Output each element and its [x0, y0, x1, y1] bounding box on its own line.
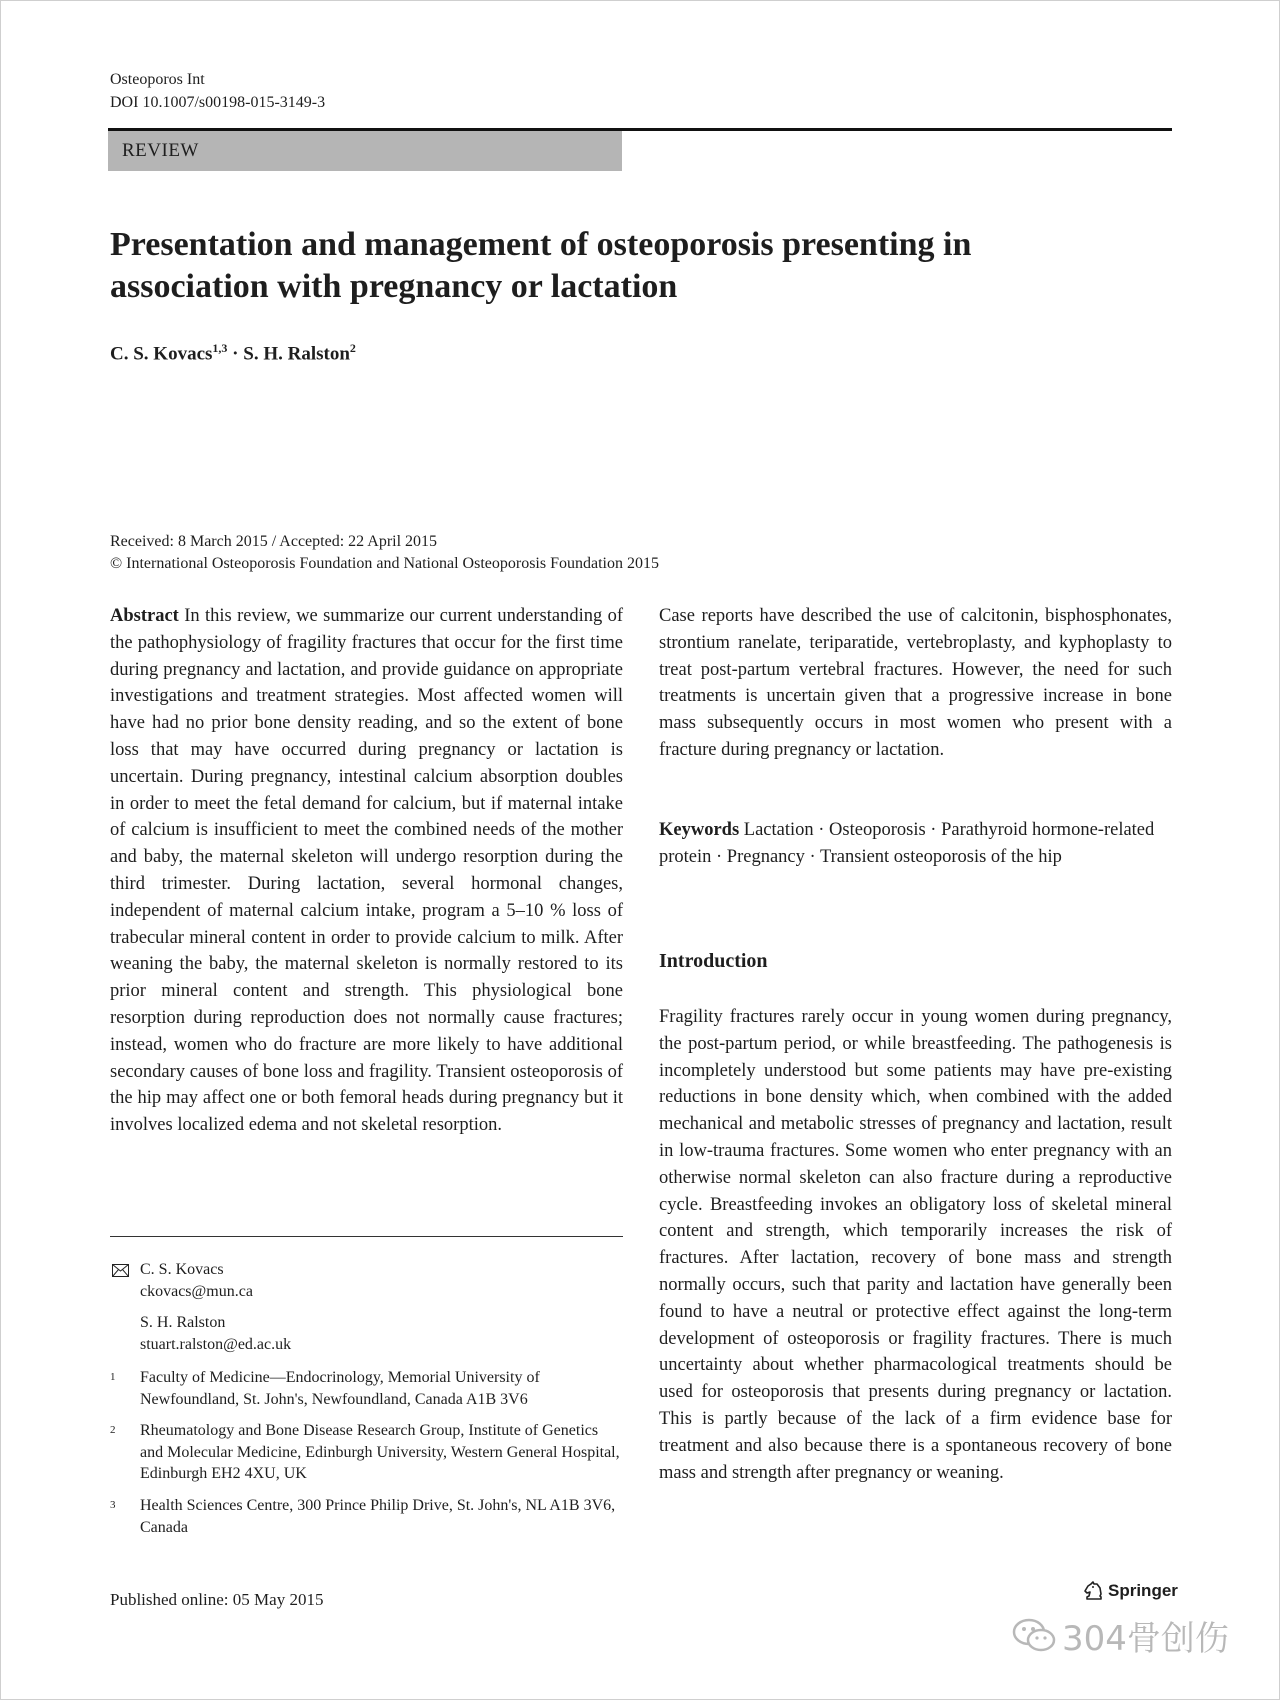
wechat-icon [1012, 1618, 1056, 1654]
section-label: REVIEW [122, 140, 199, 161]
affiliation-number: 2 [110, 1424, 116, 1436]
abstract-continued [659, 603, 1172, 764]
springer-chess-knight-icon [1083, 1581, 1105, 1601]
author-list [110, 341, 356, 365]
author-1-affil: 1,3 [212, 341, 228, 355]
contact-email[interactable]: stuart.ralston@ed.ac.uk [140, 1335, 292, 1353]
springer-logo [1083, 1581, 1178, 1601]
envelope-icon [112, 1262, 129, 1284]
copyright-text: International Osteoporosis Foundation and National Osteoporosis Foundation 2015 [126, 555, 659, 572]
abstract-text: In this review, we summarize our current understanding of the pathophysiology of fragility fractures that occur for the first time during pregnancy and lactation, and provide guidance on appropriate investigations and treatment strategies. Most affected women will have had no prior bone density reading, and so the extent of bone loss that may have occurred during pregnancy or lactation is uncertain. During pregnancy, intestinal calcium absorption doubles in order to meet the fetal demand for calcium, but if maternal intake of calcium is insufficient to meet the combined needs of the mother and baby, the maternal skeleton will undergo resorption during the third trimester. During lactation, several hormonal changes, independent of maternal calcium intake, program a 5–10 % loss of trabecular mineral content in order to provide calcium to milk. After weaning the baby, the maternal skeleton is normally restored to its prior mineral content and strength. This physiological bone resorption during reproduction does not normally cause fractures; instead, women who do fracture are more likely to have additional secondary causes of bone loss and fragility. Transient osteoporosis of the hip may affect one or both femoral heads during pregnancy but it involves localized edema and not skeletal resorption. [110, 606, 624, 1136]
abstract [110, 603, 623, 1139]
affiliation-2 [110, 1420, 623, 1485]
abstract-continued-text: Case reports have described the use of calcitonin, bisphosphonates, strontium ranelate, teriparatide, vertebroplasty, and kyphoplasty to treat post-partum vertebral fractures. However, the need for such treatments is uncertain given that a progressive increase in bone mass subsequently occurs in most women who present with a fracture during pregnancy or lactation. [659, 606, 1172, 760]
affiliation-3 [110, 1495, 623, 1538]
author-separator: · [227, 343, 244, 365]
affiliation-number: 1 [110, 1371, 116, 1383]
copyright-line [110, 553, 659, 575]
introduction-heading: Introduction [659, 950, 768, 972]
dates-block [110, 531, 659, 575]
keywords-label: Keywords [659, 820, 740, 840]
journal-header [110, 68, 325, 114]
author-2-affil: 2 [349, 341, 356, 355]
contact-email[interactable]: ckovacs@mun.ca [140, 1282, 253, 1300]
affiliation-number: 3 [110, 1499, 116, 1511]
abstract-label: Abstract [110, 606, 179, 626]
contact-name: C. S. Kovacs [140, 1261, 224, 1278]
copyright-icon: © [110, 555, 123, 572]
affiliation-1 [110, 1367, 623, 1410]
doi[interactable]: DOI 10.1007/s00198-015-3149-3 [110, 94, 326, 111]
contact-1 [140, 1259, 623, 1302]
footnote-rule [110, 1236, 623, 1237]
contact-name: S. H. Ralston [140, 1314, 226, 1331]
affiliation-text: Health Sciences Centre, 300 Prince Philip Drive, St. John's, NL A1B 3V6, Canada [140, 1497, 616, 1536]
introduction-text: Fragility fractures rarely occur in young women during pregnancy, the post-partum period, or while breastfeeding. The pathogenesis is incompletely understood but some patients may have pre-existing reductions in bone density which, when combined with the added mechanical and metabolic stresses of pregnancy and lactation, result in low-trauma fractures. Some women who enter pregnancy with an otherwise normal skeleton can also fracture during a reproductive cycle. Breastfeeding invokes an obligatory loss of skeletal mineral content and strength, which temporarily increases the risk of fractures. After lactation, recovery of bone mass and strength normally occurs, such that parity and lactation have generally been found to have a neutral or protective effect against the long-term development of osteoporosis or fragility fractures. There is much uncertainty about whether pharmacological treatments should be used for osteoporosis that presents during pregnancy or lactation. This is partly because of the lack of a firm evidence base for treatment and also because there is a spontaneous recovery of bone mass and strength after pregnancy or weaning. [659, 1007, 1172, 1483]
keywords-text: Lactation · Osteoporosis · Parathyroid hormone-related protein · Pregnancy · Transient osteoporosis of the hip [659, 820, 1155, 867]
affiliation-text: Rheumatology and Bone Disease Research Group, Institute of Genetics and Molecular Medicine, Edinburgh University, Western General Hospital, Edinburgh EH2 4XU, UK [140, 1422, 620, 1482]
contact-block [110, 1259, 623, 1355]
publisher-name: Springer [1108, 1581, 1178, 1600]
author-2[interactable]: S. H. Ralston [243, 343, 350, 365]
affiliation-text: Faculty of Medicine—Endocrinology, Memorial University of Newfoundland, St. John's, Newfoundland, Canada A1B 3V6 [140, 1369, 540, 1408]
introduction-body [659, 1004, 1172, 1486]
paper-title: Presentation and management of osteoporosis presenting in association with pregnancy or lactation [110, 226, 972, 305]
section-banner [108, 131, 622, 171]
watermark-text: 304骨创伤 [1062, 1619, 1229, 1659]
journal-name: Osteoporos Int [110, 71, 205, 88]
received-accepted: Received: 8 March 2015 / Accepted: 22 April 2015 [110, 533, 438, 550]
contact-2 [140, 1312, 623, 1355]
watermark [1012, 1611, 1229, 1660]
author-1[interactable]: C. S. Kovacs [110, 343, 213, 365]
published-online: Published online: 05 May 2015 [110, 1590, 324, 1609]
keywords [659, 817, 1172, 871]
